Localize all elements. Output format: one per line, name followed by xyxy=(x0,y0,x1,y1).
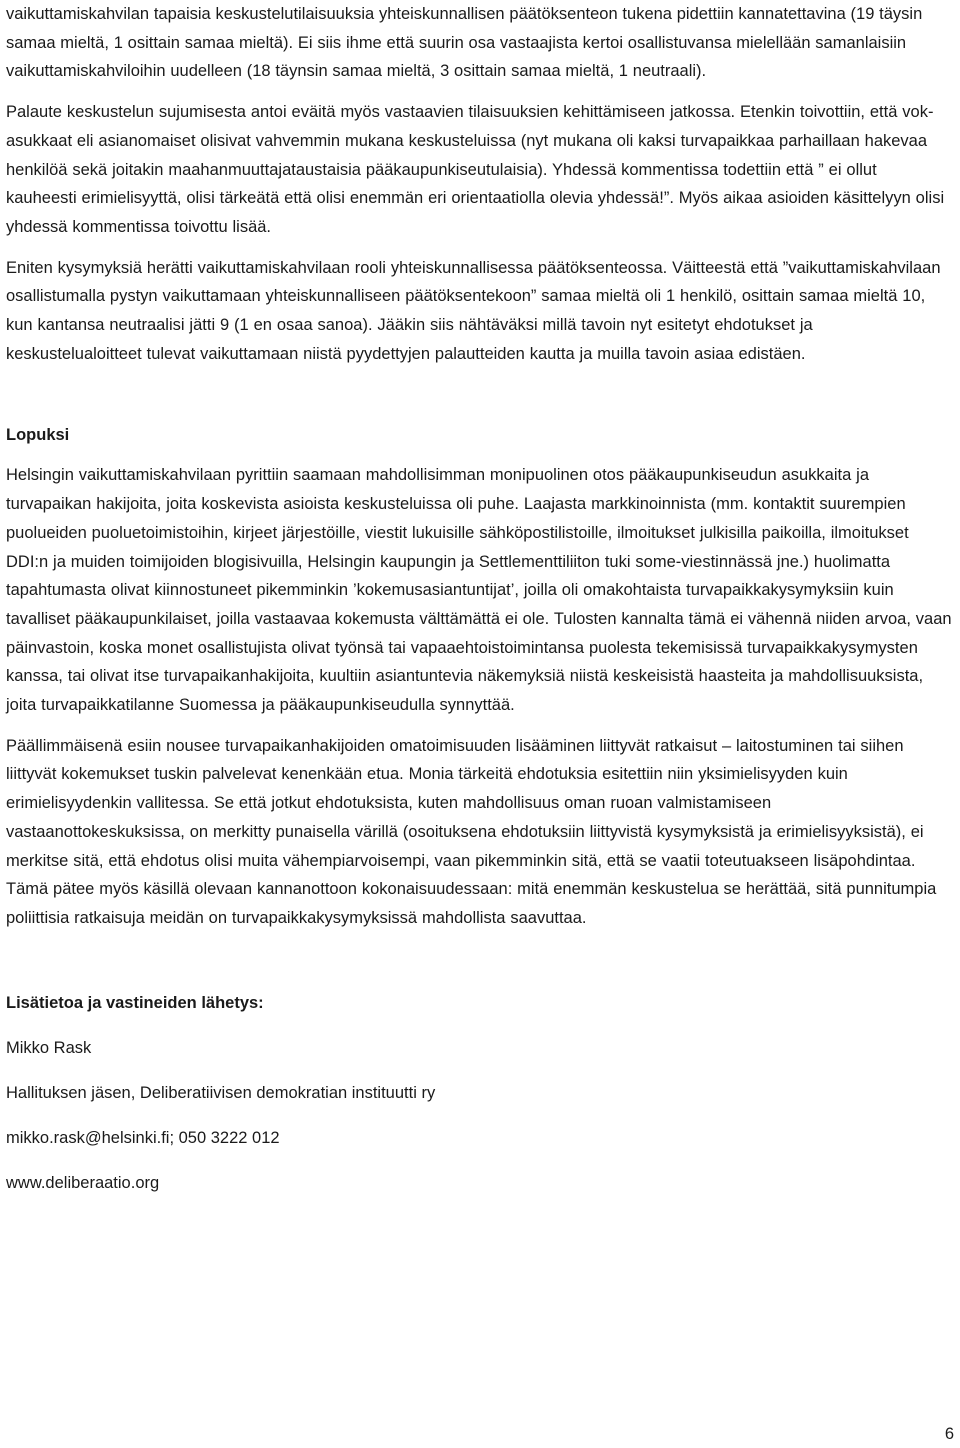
contact-title: Hallituksen jäsen, Deliberatiivisen demokratian instituutti ry xyxy=(6,1083,436,1102)
section-heading-lopuksi: Lopuksi xyxy=(6,426,70,445)
paragraph-survey-results: vaikuttamiskahvilan tapaisia keskustelutilaisuuksia yhteiskunnallisen päätöksenteon tukena pidettiin kannatettavina (19 täysin samaa mieltä, 1 osittain samaa mieltä). Ei siis ihme että suurin osa vastaajista kertoi osallistuvansa mielellään samanlaisiin vaikuttamiskahviloihin uudelleen (18 täynsin samaa mieltä, 3 osittain samaa mieltä, 1 neutraali). xyxy=(6,5,923,81)
contact-website-link[interactable]: www.deliberaatio.org xyxy=(6,1173,160,1192)
document-page xyxy=(6,0,952,1214)
contact-name: Mikko Rask xyxy=(6,1038,92,1057)
paragraph-participants: Helsingin vaikuttamiskahvilaan pyrittiin saamaan mahdollisimman monipuolinen otos pääkaupunkiseudun asukkaita ja turvapaikan hakijoita, joita koskevista asioista keskusteluissa oli puhe. Laajasta markkinoinnista (mm. kontaktit suurempien puolueiden puoluetoimistoihin, kirjeet järjestöille, viestit lukuisille sähköpostilistoille, ilmoitukset julkisilla paikoilla, ilmoitukset DDI:n ja muiden toimijoiden blogisivuilla, Helsingin kaupungin ja Settlementtiliiton tuki some-viestinnässä jne.) huolimatta tapahtumasta olivat kiinnostuneet pikemminkin ’kokemusasiantuntijat’, joilla oli omakohtaista turvapaikkakysymyksiin kuin tavalliset pääkaupunkilaiset, joilla vastaavaa kokemusta välttämättä ei ole. Tulosten kannalta tämä ei vähennä niiden arvoa, vaan päinvastoin, koska monet osallistujista olivat työnsä tai vapaaehtoistoimintansa puolesta tekemisissä turvapaikkakysymysten kanssa, tai olivat itse turvapaikanhakijoita, kuultiin asiantuntevia näkemyksiä niistä keskeisistä haasteita ja mahdollisuuksista, joita turvapaikkatilanne Suomessa ja pääkaupunkiseudulla synnyttää. xyxy=(6,466,952,715)
paragraph-decision-role: Eniten kysymyksiä herätti vaikuttamiskahvilaan rooli yhteiskunnallisessa päätöksenteossa. Väitteestä että ”vaikuttamiskahvilaan osallistumalla pystyn vaikuttamaan yhteiskunnalliseen päätöksentekoon” samaa mieltä oli 1 henkilö, osittain samaa mieltä 10, kun kantansa neutraalisi jätti 9 (1 en osaa sanoa). Jääkin siis nähtäväksi millä tavoin nyt esitetyt ehdotukset ja keskustelualoitteet tulevat vaikuttamaan niistä pyydettyjen palautteiden kautta ja muilla tavoin asiaa edistäen. xyxy=(6,258,941,363)
paragraph-conclusions: Päällimmäisenä esiin nousee turvapaikanhakijoiden omatoimisuuden lisääminen liittyvät ratkaisut – laitostuminen tai siihen liittyvät kokemukset tuskin palvelevat kenenkään etua. Monia tärkeitä ehdotuksia esitettiin niin yksimielisyyden kuin erimielisyydenkin vallitessa. Se että jotkut ehdotuksista, kuten mahdollisuus oman ruoan valmistamiseen vastaanottokeskuksissa, on merkitty punaisella värillä (osoituksena ehdotuksiin liittyvistä kysymyksistä ja erimielisyyksistä), ei merkitse sitä, että ehdotus olisi muita vähempiarvoisempi, vaan pikemminkin sitä, että se vaatii toteutuakseen lisäpohdintaa. Tämä pätee myös käsillä olevaan kannanottoon kokonaisuudessaan: mitä enemmän keskustelua se herättää, sitä punnitumpia poliittisia ratkaisuja meidän on turvapaikkakysymyksissä mahdollista saavuttaa. xyxy=(6,736,937,927)
contact-heading: Lisätietoa ja vastineiden lähetys: xyxy=(6,993,264,1012)
contact-email-phone[interactable]: mikko.rask@helsinki.fi; 050 3222 012 xyxy=(6,1128,280,1147)
paragraph-discussion-feedback: Palaute keskustelun sujumisesta antoi eväitä myös vastaavien tilaisuuksien kehittämiseen jatkossa. Etenkin toivottiin, että vok-asukkaat eli asianomaiset olisivat vahvemmin mukana keskusteluissa (nyt mukana oli kaksi turvapaikkaa parhaillaan hakevaa henkilöä sekä joitakin maahanmuuttajataustaisia pääkaupunkiseutulaisia). Yhdessä kommentissa todettiin että ” ei ollut kauheesti erimielisyyttä, olisi tärkeätä että olisi enemmän eri orientaatiolla olevia yhdessä!”. Myös aikaa asioiden käsittelyyn olisi yhdessä kommentissa toivottu lisää. xyxy=(6,103,945,236)
page-number: 6 xyxy=(944,1425,954,1443)
